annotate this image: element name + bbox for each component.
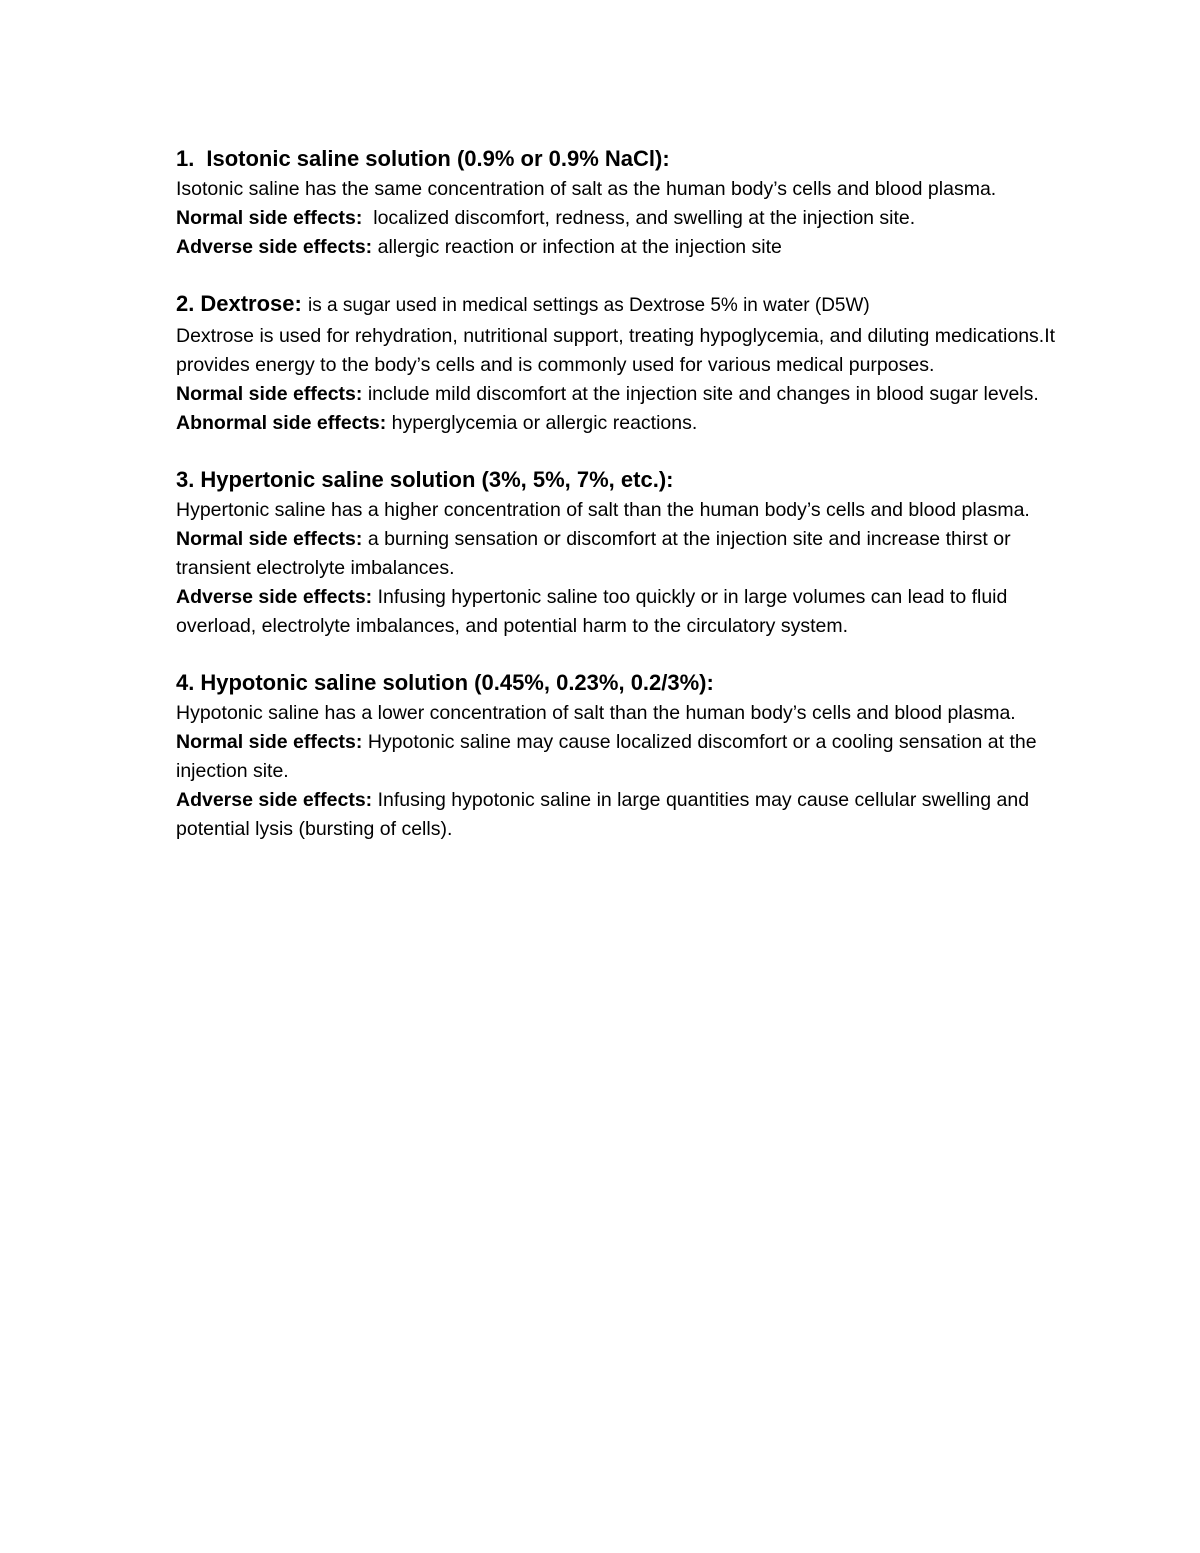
normal-side-effects-text: localized discomfort, redness, and swelling at the injection site. bbox=[373, 207, 916, 229]
adverse-side-effects-text: Infusing hypertonic saline too quickly or in large volumes can lead to fluid overload, electrolyte imbalances, and potential harm to the circulatory system. bbox=[176, 586, 1008, 637]
section-number: 4. bbox=[176, 670, 195, 695]
section-hypertonic-saline bbox=[176, 464, 1076, 641]
normal-side-effects-label: Normal side effects: bbox=[176, 731, 363, 753]
section-description: Dextrose is used for rehydration, nutritional support, treating hypoglycemia, and diluting medications.It provides energy to the body’s cells and is commonly used for various medical purposes. bbox=[176, 325, 1056, 376]
section-title: Hypertonic saline solution (3%, 5%, 7%, etc.): bbox=[200, 467, 674, 492]
section-description: Hypertonic saline has a higher concentration of salt than the human body’s cells and blood plasma. bbox=[176, 499, 1030, 521]
document-body bbox=[176, 143, 1076, 844]
normal-side-effects-label: Normal side effects: bbox=[176, 207, 363, 229]
section-title: Dextrose: bbox=[200, 291, 302, 316]
section-number: 1. bbox=[176, 146, 195, 171]
normal-side-effects bbox=[176, 380, 1076, 409]
section-description: Isotonic saline has the same concentration of salt as the human body’s cells and blood plasma. bbox=[176, 178, 997, 200]
section-number: 3. bbox=[176, 467, 195, 492]
normal-side-effects-label: Normal side effects: bbox=[176, 383, 363, 405]
abnormal-side-effects-text: hyperglycemia or allergic reactions. bbox=[391, 412, 698, 434]
adverse-side-effects-label: Adverse side effects: bbox=[176, 236, 373, 258]
section-dextrose bbox=[176, 288, 1076, 438]
section-isotonic-saline bbox=[176, 143, 1076, 262]
section-title: Hypotonic saline solution (0.45%, 0.23%, 0.2/3%): bbox=[200, 670, 714, 695]
section-heading bbox=[176, 288, 1076, 322]
section-number: 2. bbox=[176, 291, 195, 316]
section-hypotonic-saline bbox=[176, 667, 1076, 844]
normal-side-effects-text: Hypotonic saline may cause localized discomfort or a cooling sensation at the injection site. bbox=[176, 731, 1037, 782]
section-description: Hypotonic saline has a lower concentration of salt than the human body’s cells and blood plasma. bbox=[176, 702, 1016, 724]
normal-side-effects-text: include mild discomfort at the injection site and changes in blood sugar levels. bbox=[367, 383, 1039, 405]
section-heading bbox=[176, 464, 1076, 496]
normal-side-effects-label: Normal side effects: bbox=[176, 528, 363, 550]
normal-side-effects bbox=[176, 204, 1076, 233]
normal-side-effects bbox=[176, 728, 1076, 786]
adverse-side-effects bbox=[176, 583, 1076, 641]
section-title: Isotonic saline solution (0.9% or 0.9% NaCl): bbox=[206, 146, 670, 171]
adverse-side-effects-text: Infusing hypotonic saline in large quantities may cause cellular swelling and potential lysis (bursting of cells). bbox=[176, 789, 1030, 840]
adverse-side-effects-label: Adverse side effects: bbox=[176, 586, 373, 608]
adverse-side-effects-text: allergic reaction or infection at the injection site bbox=[377, 236, 782, 258]
adverse-side-effects bbox=[176, 786, 1076, 844]
abnormal-side-effects-label: Abnormal side effects: bbox=[176, 412, 387, 434]
normal-side-effects bbox=[176, 525, 1076, 583]
section-title-suffix: is a sugar used in medical settings as Dextrose 5% in water (D5W) bbox=[307, 295, 870, 316]
adverse-side-effects bbox=[176, 233, 1076, 262]
abnormal-side-effects bbox=[176, 409, 1076, 438]
section-heading bbox=[176, 143, 1076, 175]
adverse-side-effects-label: Adverse side effects: bbox=[176, 789, 373, 811]
section-heading bbox=[176, 667, 1076, 699]
normal-side-effects-text: a burning sensation or discomfort at the injection site and increase thirst or transient electrolyte imbalances. bbox=[176, 528, 1011, 579]
